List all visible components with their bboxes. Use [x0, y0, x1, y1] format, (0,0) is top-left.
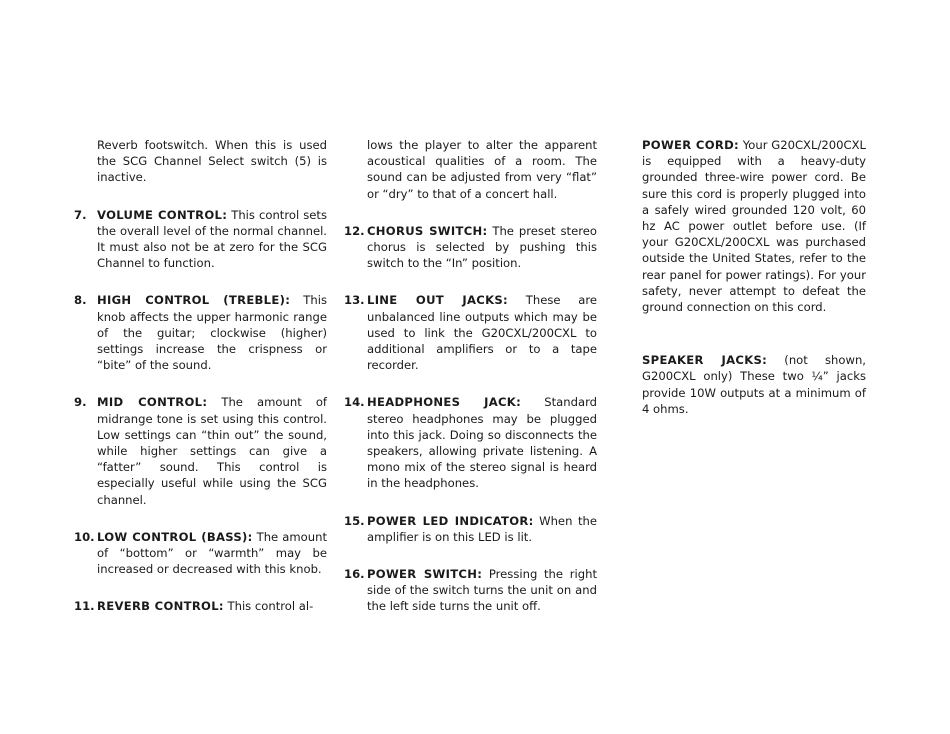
item-14 — [344, 394, 597, 491]
item-9 — [74, 394, 327, 507]
item-heading: HIGH CONTROL (TREBLE): — [97, 293, 291, 308]
item-text: This knob affects the upper harmonic range of the guitar; clockwise (higher) settings increase the crispness or “bite” of the sound. — [97, 293, 327, 373]
column-3 — [642, 137, 866, 417]
item-heading: HEADPHONES JACK: — [367, 395, 522, 410]
item-number: 12. — [344, 223, 365, 238]
item-number: 9. — [74, 395, 87, 410]
item-heading: REVERB CONTROL: — [97, 599, 224, 614]
column-2 — [344, 137, 597, 615]
item-12 — [344, 223, 597, 272]
paragraph-heading: SPEAKER JACKS: — [642, 353, 768, 368]
item-text: This control al- — [223, 599, 314, 614]
item-heading: POWER LED INDICATOR: — [367, 513, 534, 528]
column-1 — [74, 137, 327, 615]
item-10 — [74, 529, 327, 578]
col2-intro: lows the player to alter the apparent acoustical qualities of a room. The sound can be adjusted from very “flat” or “dry” to that of a concert hall. — [367, 138, 597, 201]
item-heading: MID CONTROL: — [97, 395, 208, 410]
item-text: Standard stereo headphones may be plugged into this jack. Doing so disconnects the speakers, allowing private listening. A mono mix of the stereo signal is heard in the headphones. — [367, 395, 597, 491]
item-number: 15. — [344, 513, 365, 528]
item-8 — [74, 292, 327, 373]
item-text: The preset stereo chorus is selected by pushing this switch to the “In” position. — [367, 223, 597, 271]
item-7 — [74, 207, 327, 272]
item-number: 14. — [344, 395, 365, 410]
paragraph-text: Your G20CXL/200CXL is equipped with a heavy-duty grounded three-wire power cord. Be sure this cord is properly plugged into a safely wired grounded 120 volt, 60 hz AC power outlet before use. (If your G20CXL/200CXL was purchased outside the United States, refer to the rear panel for power ratings). For your safety, never attempt to defeat the ground connection on this cord. — [642, 138, 866, 315]
item-15 — [344, 513, 597, 545]
paragraph-heading: POWER CORD: — [642, 138, 739, 152]
item-number: 11. — [74, 599, 95, 614]
item-text: The amount of midrange tone is set using this control. Low settings can “thin out” the sound, while higher settings can give a “fatter” sound. This control is especially useful while using the SCG channel. — [97, 395, 327, 507]
item-text: When the amplifier is on this LED is lit. — [367, 513, 597, 544]
item-heading: LOW CONTROL (BASS): — [97, 529, 253, 544]
item-text: This control sets the overall level of the normal channel. It must also not be at zero for the SCG Channel to function. — [97, 207, 327, 271]
item-number: 8. — [74, 293, 87, 308]
item-text: These are unbalanced line outputs which may be used to link the G20CXL/200CXL to additional amplifiers or to a tape recorder. — [367, 293, 598, 373]
item-heading: VOLUME CONTROL: — [97, 207, 228, 222]
item-text: The amount of “bottom” or “warmth” may be increased or decreased with this knob. — [97, 529, 327, 577]
item-heading: LINE OUT JACKS: — [367, 293, 508, 308]
col1-intro: Reverb footswitch. When this is used the SCG Channel Select switch (5) is inactive. — [97, 138, 327, 185]
item-16 — [344, 566, 597, 615]
item-heading: CHORUS SWITCH: — [367, 223, 488, 238]
item-text: Pressing the right side of the switch turns the unit on and the left side turns the unit off. — [367, 567, 597, 614]
power-cord-paragraph — [642, 137, 866, 315]
item-number: 10. — [74, 529, 95, 544]
speaker-jacks-paragraph — [642, 352, 866, 417]
paragraph-text: (not shown, G200CXL only) These two ¼” jacks provide 10W outputs at a minimum of 4 ohms. — [642, 353, 866, 416]
item-11 — [74, 598, 327, 614]
item-number: 16. — [344, 567, 365, 582]
item-number: 13. — [344, 293, 365, 308]
item-number: 7. — [74, 207, 87, 222]
item-heading: POWER SWITCH: — [367, 567, 483, 582]
item-13 — [344, 292, 597, 373]
